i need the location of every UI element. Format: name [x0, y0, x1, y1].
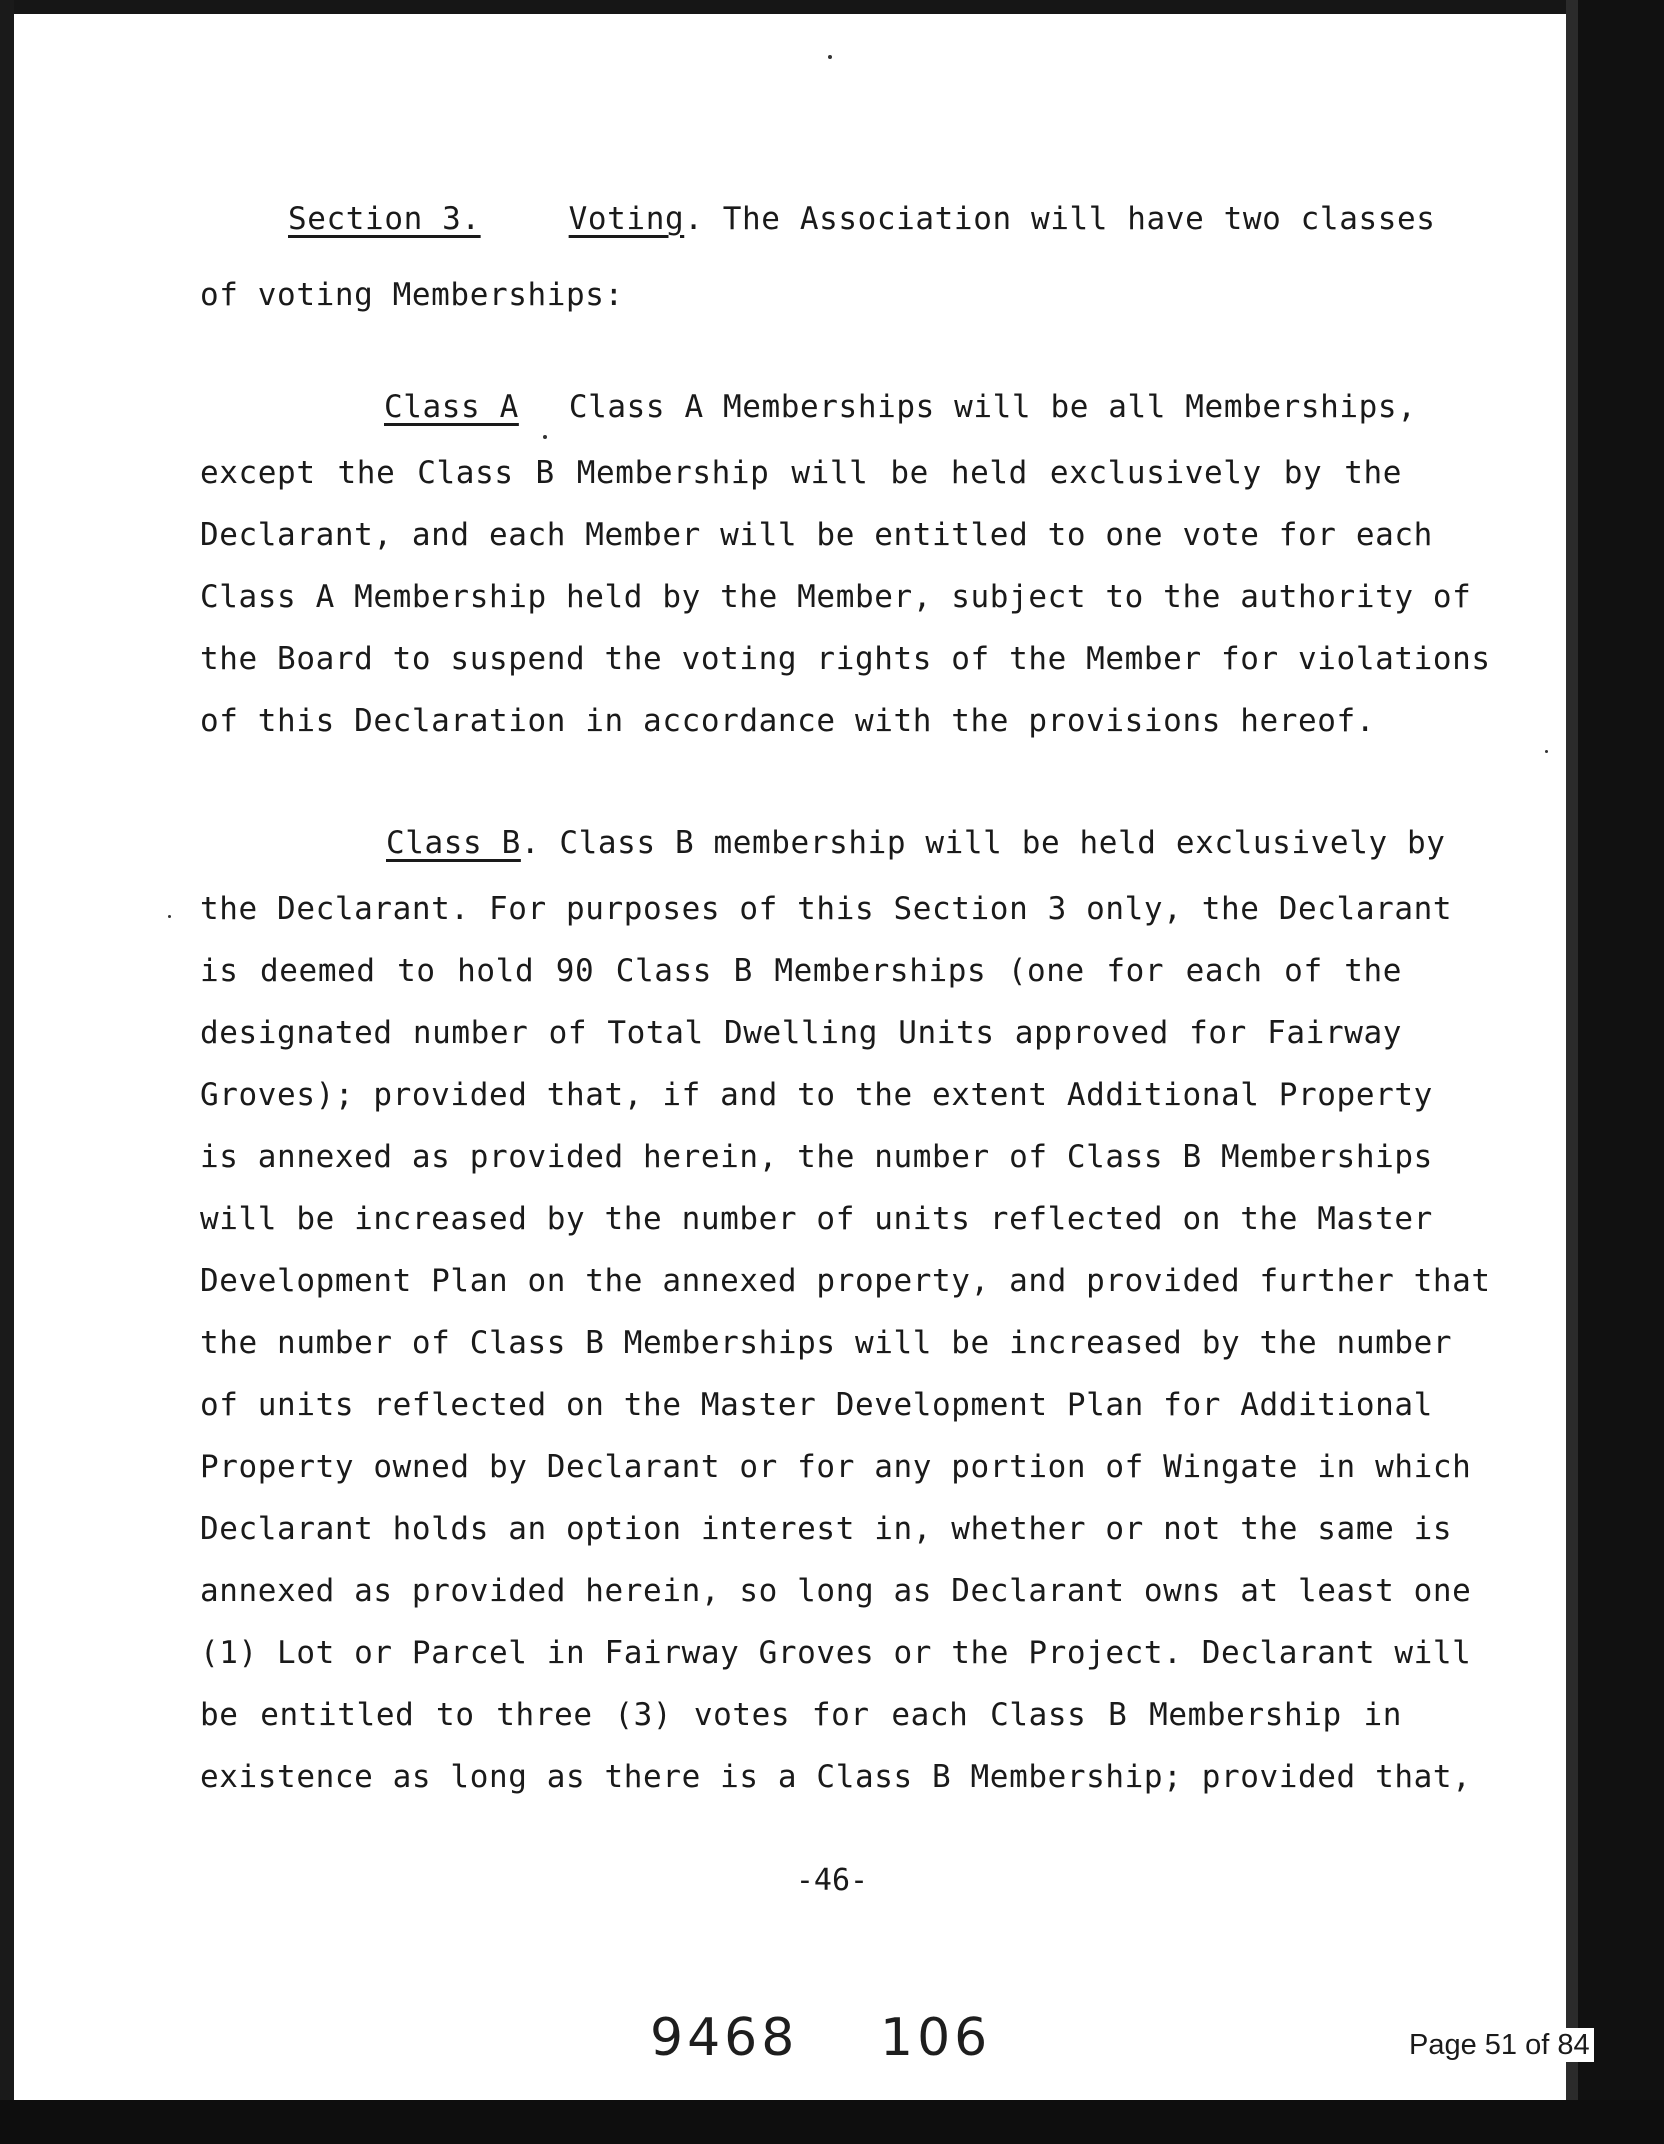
page-stamp: 106 — [880, 2008, 992, 2068]
class-b-line-9: the number of Class B Memberships will be increased by the number — [200, 1325, 1453, 1361]
class-a-line-5: the Board to suspend the voting rights of the Member for violations — [200, 641, 1491, 677]
section-3-line-2: of voting Memberships: — [200, 277, 624, 313]
class-b-line-6: is annexed as provided herein, the number of Class B Memberships — [200, 1139, 1433, 1175]
class-a-heading: Class A — [384, 389, 519, 425]
scan-border-bottom — [0, 2100, 1664, 2144]
class-b-line-16: existence as long as there is a Class B Membership; provided that, — [200, 1759, 1472, 1795]
scan-border-right-inner — [1566, 0, 1578, 2144]
page-number: -46- — [795, 1863, 869, 1898]
voting-heading: Voting — [568, 201, 685, 237]
scan-speck — [543, 435, 547, 439]
class-b-line-4: designated number of Total Dwelling Units approved for Fairway — [200, 1015, 1402, 1051]
scan-speck — [168, 915, 171, 918]
class-b-line-5: Groves); provided that, if and to the extent Additional Property — [200, 1077, 1433, 1113]
book-stamp: 9468 — [650, 2008, 799, 2068]
section-3-heading-line — [288, 200, 1436, 238]
footer-page-count: Page 51 of 84 — [1405, 2028, 1594, 2062]
class-a-line-1: Class A Memberships will be all Memberships, — [568, 389, 1417, 425]
class-b-line-1: . Class B membership will be held exclusively by — [520, 825, 1446, 861]
class-b-heading-line — [386, 824, 1446, 862]
class-b-heading: Class B — [386, 825, 521, 861]
scan-border-left — [0, 0, 14, 2144]
scan-speck — [1545, 750, 1548, 753]
class-b-line-12: Declarant holds an option interest in, whether or not the same is — [200, 1511, 1453, 1547]
class-a-line-3: Declarant, and each Member will be entitled to one vote for each — [200, 517, 1433, 553]
class-b-line-7: will be increased by the number of units reflected on the Master — [200, 1201, 1433, 1237]
scan-border-top — [0, 0, 1664, 14]
class-a-line-6: of this Declaration in accordance with the provisions hereof. — [200, 703, 1376, 739]
section-3-line-1: . The Association will have two classes — [684, 201, 1436, 237]
class-b-line-10: of units reflected on the Master Development Plan for Additional — [200, 1387, 1433, 1423]
class-b-line-15: be entitled to three (3) votes for each Class B Membership in — [200, 1697, 1402, 1733]
scan-speck — [828, 55, 832, 59]
class-a-line-4: Class A Membership held by the Member, subject to the authority of — [200, 579, 1472, 615]
scan-border-right — [1578, 0, 1664, 2144]
class-b-line-2: the Declarant. For purposes of this Section 3 only, the Declarant — [200, 891, 1453, 927]
class-b-line-11: Property owned by Declarant or for any portion of Wingate in which — [200, 1449, 1472, 1485]
class-b-line-14: (1) Lot or Parcel in Fairway Groves or the Project. Declarant will — [200, 1635, 1472, 1671]
class-a-line-2: except the Class B Membership will be held exclusively by the — [200, 455, 1402, 491]
class-b-line-3: is deemed to hold 90 Class B Memberships (one for each of the — [200, 953, 1402, 989]
section-3-heading: Section 3. — [288, 201, 481, 237]
class-b-line-13: annexed as provided herein, so long as Declarant owns at least one — [200, 1573, 1472, 1609]
class-a-heading-line — [384, 388, 1417, 426]
class-b-line-8: Development Plan on the annexed property, and provided further that — [200, 1263, 1491, 1299]
